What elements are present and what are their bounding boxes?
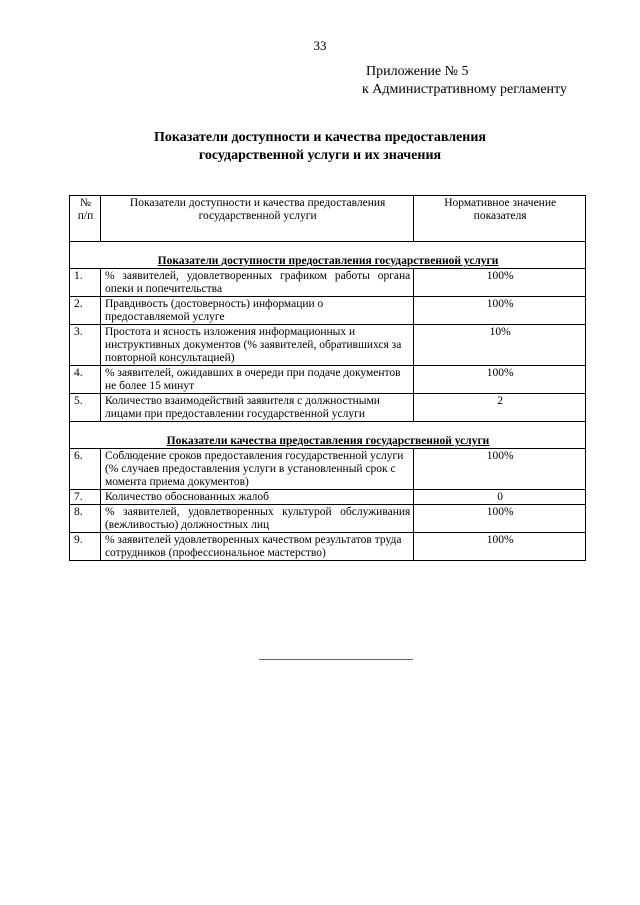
row-value: 2 xyxy=(414,394,586,422)
row-num: 6. xyxy=(70,449,101,490)
page-number: 33 xyxy=(313,38,327,53)
table-row xyxy=(70,269,586,297)
table-row xyxy=(70,366,586,394)
title-line-1: Показатели доступности и качества предоставления xyxy=(154,130,486,145)
table-row xyxy=(70,505,586,533)
section-spacer xyxy=(70,422,586,435)
table-header-row xyxy=(70,196,586,242)
appendix-line-1: Приложение № 5 xyxy=(366,64,469,79)
table-row xyxy=(70,325,586,366)
row-value: 100% xyxy=(414,269,586,297)
row-indicator: % заявителей, удовлетворенных графиком работы органа опеки и попечительства xyxy=(100,269,413,297)
appendix-note xyxy=(362,63,567,99)
indicators-table xyxy=(69,195,586,561)
row-num: 4. xyxy=(70,366,101,394)
table-row xyxy=(70,533,586,561)
header-indicator: Показатели доступности и качества предоставления государственной услуги xyxy=(100,196,413,242)
row-num: 9. xyxy=(70,533,101,561)
table-row xyxy=(70,490,586,505)
section-title: Показатели качества предоставления государственной услуги xyxy=(70,434,586,449)
header-num: № п/п xyxy=(70,196,101,242)
row-value: 100% xyxy=(414,533,586,561)
table-row xyxy=(70,297,586,325)
document-title xyxy=(0,129,640,165)
header-value: Нормативное значение показателя xyxy=(414,196,586,242)
row-indicator: % заявителей, ожидавших в очереди при подаче документов не более 15 минут xyxy=(100,366,413,394)
title-line-2: государственной услуги и их значения xyxy=(198,148,442,163)
section-quality xyxy=(70,434,586,449)
row-num: 3. xyxy=(70,325,101,366)
row-value: 100% xyxy=(414,297,586,325)
row-value: 100% xyxy=(414,449,586,490)
section-spacer xyxy=(70,242,586,255)
row-num: 8. xyxy=(70,505,101,533)
table-row xyxy=(70,394,586,422)
row-indicator: Простота и ясность изложения информационных и инструктивных документов (% заявителей, обратившихся за повторной консультацией) xyxy=(100,325,413,366)
table-row xyxy=(70,449,586,490)
end-divider xyxy=(259,659,413,660)
row-indicator: % заявителей удовлетворенных качеством результатов труда сотрудников (профессиональное мастерство) xyxy=(100,533,413,561)
row-indicator: % заявителей, удовлетворенных культурой обслуживания (вежливостью) должностных лиц xyxy=(100,505,413,533)
row-num: 2. xyxy=(70,297,101,325)
row-num: 1. xyxy=(70,269,101,297)
section-title: Показатели доступности предоставления государственной услуги xyxy=(70,254,586,269)
row-value: 100% xyxy=(414,505,586,533)
row-value: 10% xyxy=(414,325,586,366)
row-value: 0 xyxy=(414,490,586,505)
row-indicator: Количество взаимодействий заявителя с должностными лицами при предоставлении государственной услуги xyxy=(100,394,413,422)
row-indicator: Количество обоснованных жалоб xyxy=(100,490,413,505)
row-num: 7. xyxy=(70,490,101,505)
section-accessibility xyxy=(70,254,586,269)
row-indicator: Правдивость (достоверность) информации о предоставляемой услуге xyxy=(100,297,413,325)
row-value: 100% xyxy=(414,366,586,394)
row-num: 5. xyxy=(70,394,101,422)
row-indicator: Соблюдение сроков предоставления государственной услуги (% случаев предоставления услуги в установленный срок с момента приема документов) xyxy=(100,449,413,490)
appendix-line-2: к Административному регламенту xyxy=(362,82,567,97)
